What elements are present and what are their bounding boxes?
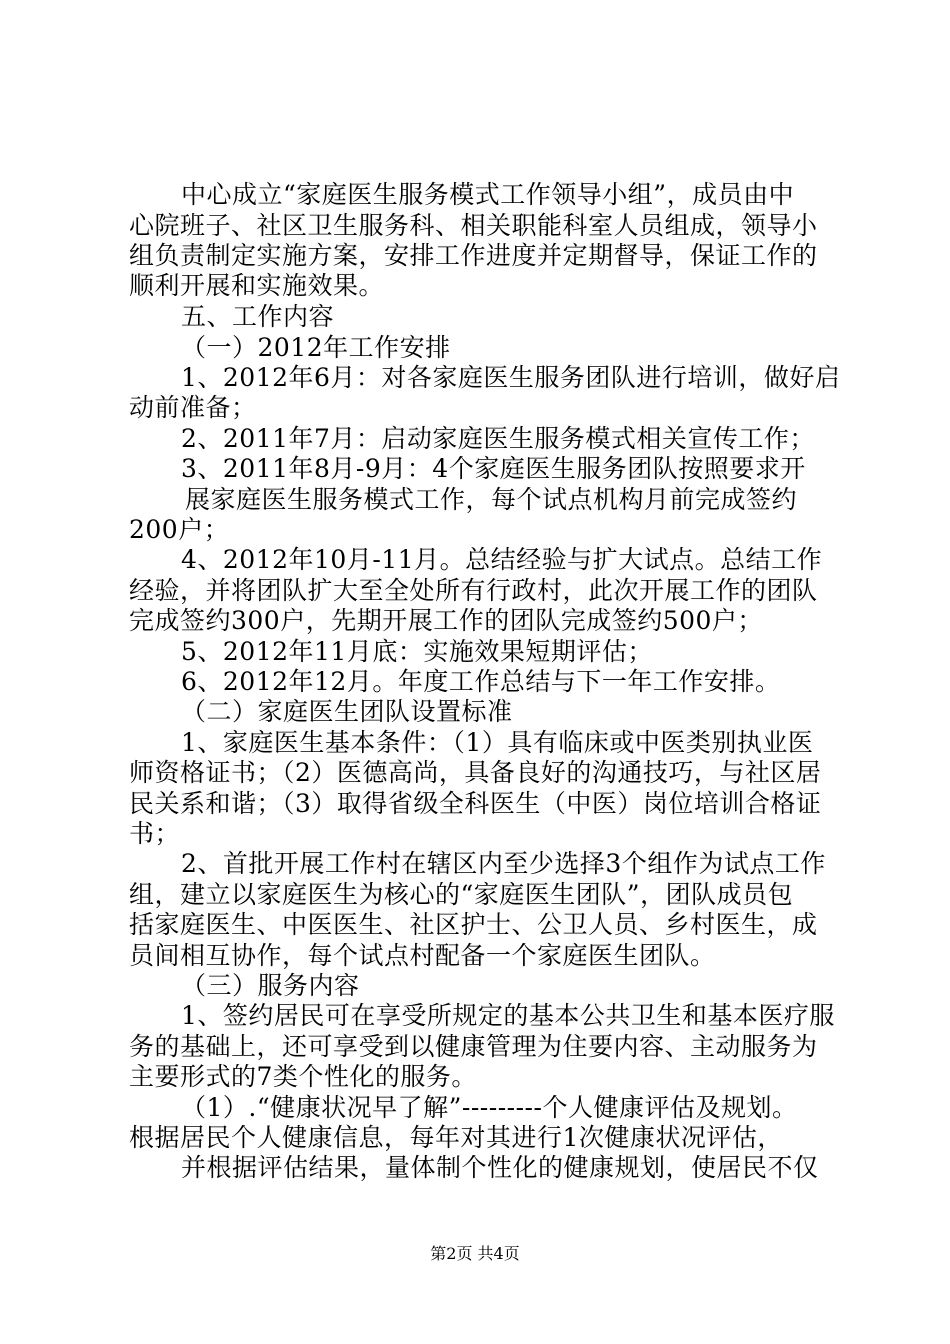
subsection-heading: （二）家庭医生团队设置标准 [181, 697, 513, 726]
text-line: 括家庭医生、中医医生、社区护士、公卫人员、乡村医生，成 [129, 910, 818, 939]
text-line: 完成签约300户，先期开展工作的团队完成签约500户； [129, 606, 763, 635]
text-line: （1）.“健康状况早了解”---------个人健康评估及规划。 [181, 1093, 798, 1122]
text-line: 务的基础上，还可享受到以健康管理为住要内容、主动服务为 [129, 1032, 818, 1061]
text-line: 1、2012年6月：对各家庭医生服务团队进行培训，做好启 [181, 363, 841, 392]
text-line: 4、2012年10月-11月。总结经验与扩大试点。总结工作 [181, 545, 823, 574]
text-line: 动前准备； [129, 393, 257, 422]
text-line: 民关系和谐；（3）取得省级全科医生（中医）岗位培训合格证 [129, 789, 822, 818]
text-line: 1、家庭医生基本条件：（1）具有临床或中医类别执业医 [181, 728, 814, 757]
text-line: 6、2012年12月。年度工作总结与下一年工作安排。 [181, 667, 781, 696]
text-line: 1、签约居民可在享受所规定的基本公共卫生和基本医疗服 [181, 1001, 835, 1030]
text-line: 经验，并将团队扩大至全处所有行政村，此次开展工作的团队 [129, 576, 818, 605]
text-line: 2、2011年7月：启动家庭医生服务模式相关宣传工作； [181, 424, 815, 453]
text-line: 心院班子、社区卫生服务科、相关职能科室人员组成，领导小 [129, 211, 818, 240]
text-line: 师资格证书；（2）医德高尚，具备良好的沟通技巧，与社区居 [129, 758, 822, 787]
text-line: 员间相互协作，每个试点村配备一个家庭医生团队。 [129, 941, 716, 970]
text-line: 中心成立“家庭医生服务模式工作领导小组”，成员由中 [181, 180, 795, 209]
text-line: 根据居民个人健康信息，每年对其进行1次健康状况评估， [129, 1123, 783, 1152]
text-line: 顺利开展和实施效果。 [129, 271, 385, 300]
page-footer: 第2页 共4页 [430, 1244, 520, 1263]
section-heading: 五、工作内容 [181, 302, 335, 331]
text-line: 5、2012年11月底：实施效果短期评估； [181, 637, 653, 666]
text-line: 并根据评估结果，量体制个性化的健康规划，使居民不仅 [181, 1153, 819, 1182]
subsection-heading: （一）2012年工作安排 [181, 333, 451, 362]
subsection-heading: （三）服务内容 [181, 971, 360, 1000]
text-line: 组负责制定实施方案，安排工作进度并定期督导，保证工作的 [129, 241, 818, 270]
text-line: 主要形式的7类个性化的服务。 [129, 1062, 477, 1091]
text-line: 展家庭医生服务模式工作，每个试点机构月前完成签约 [185, 485, 798, 514]
text-line: 2、首批开展工作村在辖区内至少选择3个组作为试点工作 [181, 849, 826, 878]
text-line: 组，建立以家庭医生为核心的“家庭医生团队”，团队成员包 [129, 880, 794, 909]
text-line: 书； [129, 819, 181, 848]
text-line: 200户； [129, 515, 230, 544]
text-line: 3、2011年8月-9月：4个家庭医生服务团队按照要求开 [181, 454, 806, 483]
